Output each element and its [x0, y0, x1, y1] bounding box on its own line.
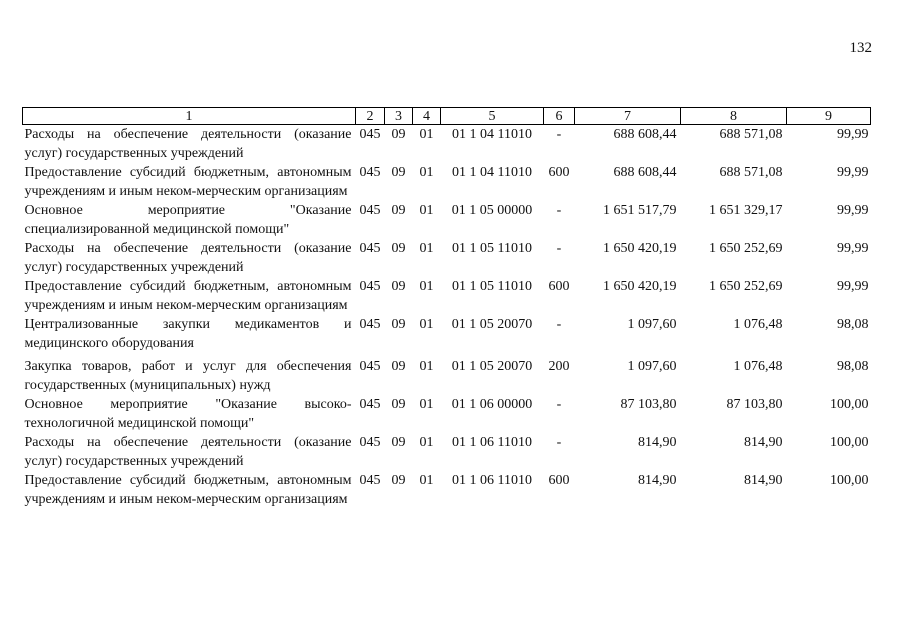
row-name: Предоставление субсидий бюджетным, автономным учреждениям и иным неком-мерческим организациям [24, 473, 352, 507]
cell-section: 09 [391, 241, 406, 256]
cell-ministry: 045 [359, 203, 381, 218]
cell-col7: 1 097,60 [627, 317, 677, 332]
cell-target-article: 01 1 06 11010 [452, 435, 532, 450]
column-header: 6 [544, 108, 575, 125]
row-name: Основное мероприятие "Оказание специализированной медицинской помощи" [24, 203, 352, 237]
cell-ministry: 045 [359, 241, 381, 256]
cell-target-article: 01 1 05 20070 [451, 359, 533, 374]
row-name: Расходы на обеспечение деятельности (оказание услуг) государственных учреждений [24, 241, 352, 275]
cell-subsection: 01 [419, 473, 434, 488]
header-row [23, 108, 871, 125]
row-name: Основное мероприятие "Оказание высоко-технологичной медицинской помощи" [24, 397, 352, 431]
cell-subsection: 01 [419, 165, 434, 180]
cell-subsection: 01 [419, 397, 434, 412]
cell-col8: 1 650 252,69 [709, 279, 783, 294]
cell-col7: 1 650 420,19 [603, 279, 677, 294]
cell-ministry: 045 [359, 279, 381, 294]
cell-target-article: 01 1 05 00000 [451, 203, 533, 218]
cell-expense-type: - [556, 203, 562, 218]
column-header: 7 [575, 108, 681, 125]
cell-subsection: 01 [419, 359, 434, 374]
table-header [23, 108, 871, 125]
cell-target-article: 01 1 04 11010 [452, 165, 532, 180]
cell-col8: 1 651 329,17 [709, 203, 783, 218]
cell-col7: 814,90 [638, 435, 677, 450]
cell-target-article: 01 1 06 00000 [451, 397, 533, 412]
cell-ministry: 045 [359, 127, 381, 142]
cell-col9: 99,99 [837, 203, 869, 218]
cell-ministry: 045 [359, 165, 381, 180]
cell-subsection: 01 [419, 203, 434, 218]
cell-ministry: 045 [359, 317, 381, 332]
cell-col8: 1 650 252,69 [709, 241, 783, 256]
table-row [23, 433, 871, 471]
cell-target-article: 01 1 05 11010 [452, 241, 532, 256]
cell-col8: 1 076,48 [733, 317, 783, 332]
row-name: Закупка товаров, работ и услуг для обеспечения государственных (муниципальных) нужд [24, 359, 352, 393]
cell-subsection: 01 [419, 435, 434, 450]
table-row [23, 163, 871, 201]
table-row [23, 239, 871, 277]
row-name: Расходы на обеспечение деятельности (оказание услуг) государственных учреждений [24, 127, 352, 161]
cell-ministry: 045 [359, 397, 381, 412]
cell-col7: 814,90 [638, 473, 677, 488]
cell-col9: 100,00 [830, 397, 869, 412]
cell-expense-type: 600 [548, 165, 570, 180]
column-header: 2 [356, 108, 385, 125]
cell-section: 09 [391, 359, 406, 374]
cell-col7: 87 103,80 [620, 397, 677, 412]
cell-col9: 99,99 [837, 127, 869, 142]
cell-expense-type: 600 [548, 279, 570, 294]
row-name: Централизованные закупки медикаментов и медицинского оборудования [24, 317, 352, 351]
cell-ministry: 045 [359, 359, 381, 374]
cell-expense-type: - [556, 127, 562, 142]
cell-expense-type: - [556, 397, 562, 412]
cell-section: 09 [391, 203, 406, 218]
cell-col8: 814,90 [744, 435, 783, 450]
cell-expense-type: 200 [548, 359, 570, 374]
cell-target-article: 01 1 05 11010 [452, 279, 532, 294]
cell-target-article: 01 1 05 20070 [451, 317, 533, 332]
column-header: 1 [23, 108, 356, 125]
column-header: 4 [413, 108, 441, 125]
cell-expense-type: - [556, 241, 562, 256]
cell-col9: 99,99 [837, 241, 869, 256]
cell-expense-type: - [556, 435, 562, 450]
cell-subsection: 01 [419, 241, 434, 256]
table-row [23, 125, 871, 164]
cell-target-article: 01 1 06 11010 [452, 473, 532, 488]
cell-col8: 814,90 [744, 473, 783, 488]
cell-col7: 1 651 517,79 [603, 203, 677, 218]
table-row [23, 353, 871, 395]
cell-col8: 688 571,08 [719, 127, 783, 142]
cell-col9: 98,08 [837, 359, 869, 374]
cell-section: 09 [391, 127, 406, 142]
cell-col8: 87 103,80 [726, 397, 783, 412]
cell-col7: 1 097,60 [627, 359, 677, 374]
table-row [23, 471, 871, 509]
column-header: 8 [681, 108, 787, 125]
cell-expense-type: 600 [548, 473, 570, 488]
table-row [23, 277, 871, 315]
cell-section: 09 [391, 279, 406, 294]
cell-section: 09 [391, 435, 406, 450]
cell-subsection: 01 [419, 317, 434, 332]
cell-subsection: 01 [419, 279, 434, 294]
cell-target-article: 01 1 04 11010 [452, 127, 532, 142]
cell-col9: 98,08 [837, 317, 869, 332]
column-header: 5 [441, 108, 544, 125]
table-row [23, 315, 871, 353]
budget-table [22, 107, 871, 509]
cell-section: 09 [391, 473, 406, 488]
table-body [23, 125, 871, 510]
cell-ministry: 045 [359, 473, 381, 488]
column-header: 9 [787, 108, 871, 125]
cell-col7: 1 650 420,19 [603, 241, 677, 256]
cell-section: 09 [391, 165, 406, 180]
cell-col8: 1 076,48 [733, 359, 783, 374]
cell-col9: 100,00 [830, 473, 869, 488]
row-name: Предоставление субсидий бюджетным, автономным учреждениям и иным неком-мерческим организациям [24, 279, 352, 313]
column-header: 3 [385, 108, 413, 125]
cell-col9: 100,00 [830, 435, 869, 450]
table-row [23, 395, 871, 433]
table-row [23, 201, 871, 239]
cell-col7: 688 608,44 [613, 127, 677, 142]
page-number: 132 [849, 40, 872, 56]
cell-col8: 688 571,08 [719, 165, 783, 180]
cell-expense-type: - [556, 317, 562, 332]
cell-section: 09 [391, 317, 406, 332]
cell-col7: 688 608,44 [613, 165, 677, 180]
cell-col9: 99,99 [837, 165, 869, 180]
row-name: Расходы на обеспечение деятельности (оказание услуг) государственных учреждений [24, 435, 352, 469]
row-name: Предоставление субсидий бюджетным, автономным учреждениям и иным неком-мерческим организациям [24, 165, 352, 199]
cell-col9: 99,99 [837, 279, 869, 294]
cell-section: 09 [391, 397, 406, 412]
cell-ministry: 045 [359, 435, 381, 450]
cell-subsection: 01 [419, 127, 434, 142]
